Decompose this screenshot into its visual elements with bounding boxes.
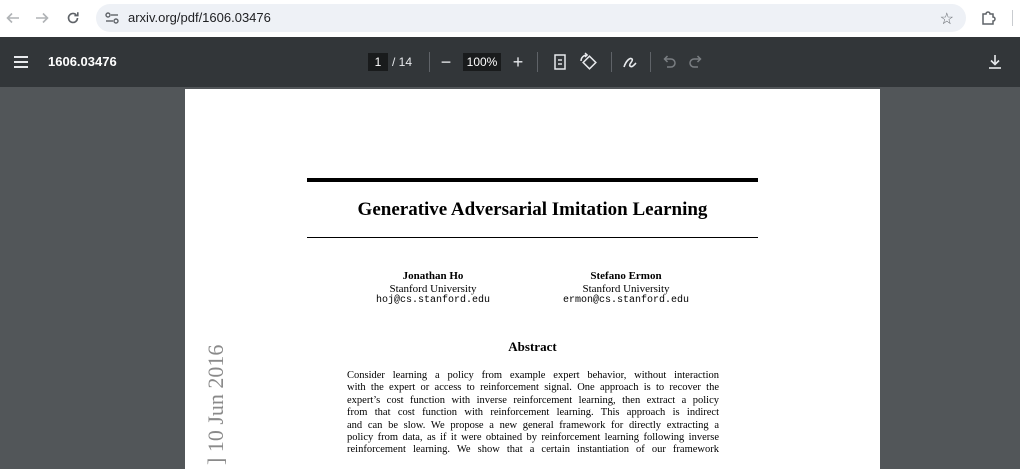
arxiv-side-stamp (187, 329, 247, 469)
annotate-pen-icon[interactable] (620, 52, 640, 72)
abstract-body (347, 370, 719, 457)
reload-icon (66, 11, 80, 25)
toolbar-divider (1012, 10, 1013, 26)
url-text[interactable]: arxiv.org/pdf/1606.03476 (128, 10, 271, 25)
abstract-line: expert’s cost function with inverse reinforcement learning, then extract a policy (347, 394, 719, 406)
toolbar-separator (429, 52, 430, 72)
browser-top-bar (0, 0, 1020, 37)
abstract-line: and can be slow. We propose a new general framework for directly extracting a (347, 419, 719, 431)
author-name: Stefano Ermon (590, 270, 662, 282)
abstract-line: with the expert or access to reinforcement signal. One approach is to recover the (347, 382, 719, 394)
pdf-toolbar (0, 37, 1020, 87)
site-info-icon[interactable] (104, 10, 120, 26)
undo-icon[interactable] (659, 52, 679, 72)
page-number-input[interactable]: 1 (368, 53, 388, 71)
forward-button[interactable] (32, 8, 52, 28)
rotate-icon[interactable] (578, 52, 598, 72)
menu-icon[interactable] (14, 56, 28, 68)
author-email: hoj@cs.stanford.edu (375, 295, 491, 306)
author-block (333, 270, 533, 308)
toolbar-separator (611, 52, 612, 72)
download-icon[interactable] (985, 52, 1005, 72)
arrow-left-icon (6, 11, 20, 25)
author-block (526, 270, 726, 308)
zoom-level-input[interactable]: 100% (463, 53, 501, 71)
author-affiliation: Stanford University (582, 282, 670, 295)
pdf-page (185, 89, 880, 469)
arrow-right-icon (35, 11, 49, 25)
extensions-icon[interactable] (980, 9, 998, 27)
paper-title: Generative Adversarial Imitation Learning (357, 199, 708, 220)
author-name: Jonathan Ho (402, 270, 464, 282)
redo-icon[interactable] (686, 52, 706, 72)
toolbar-separator (537, 52, 538, 72)
abstract-line: Consider learning a policy from example expert behavior, without interaction (347, 370, 719, 381)
abstract-line: reinforcement learning. We show that a certain instantiation of our framework (347, 444, 719, 456)
address-bar[interactable] (96, 4, 966, 32)
document-title: 1606.03476 (48, 54, 117, 69)
author-email: ermon@cs.stanford.edu (562, 295, 690, 306)
abstract-line: policy from data, as if it were obtained by reinforcement learning following inverse (347, 432, 719, 444)
pdf-viewer[interactable] (0, 87, 1020, 465)
arxiv-stamp-text: ] 10 Jun 2016 (203, 344, 228, 465)
bookmark-star-icon[interactable]: ☆ (939, 11, 954, 28)
zoom-out-button[interactable]: − (440, 52, 452, 72)
abstract-heading: Abstract (508, 339, 557, 354)
author-affiliation: Stanford University (389, 282, 477, 295)
zoom-in-button[interactable]: + (512, 52, 524, 72)
page-total: / 14 (392, 55, 413, 69)
fit-to-page-icon[interactable] (550, 52, 570, 72)
title-top-rule (307, 178, 758, 182)
back-button[interactable] (3, 8, 23, 28)
abstract-line: from that cost function with reinforcement learning. This approach is indirect (347, 407, 719, 419)
toolbar-separator (650, 52, 651, 72)
title-bottom-rule (307, 237, 758, 238)
reload-button[interactable] (63, 8, 83, 28)
